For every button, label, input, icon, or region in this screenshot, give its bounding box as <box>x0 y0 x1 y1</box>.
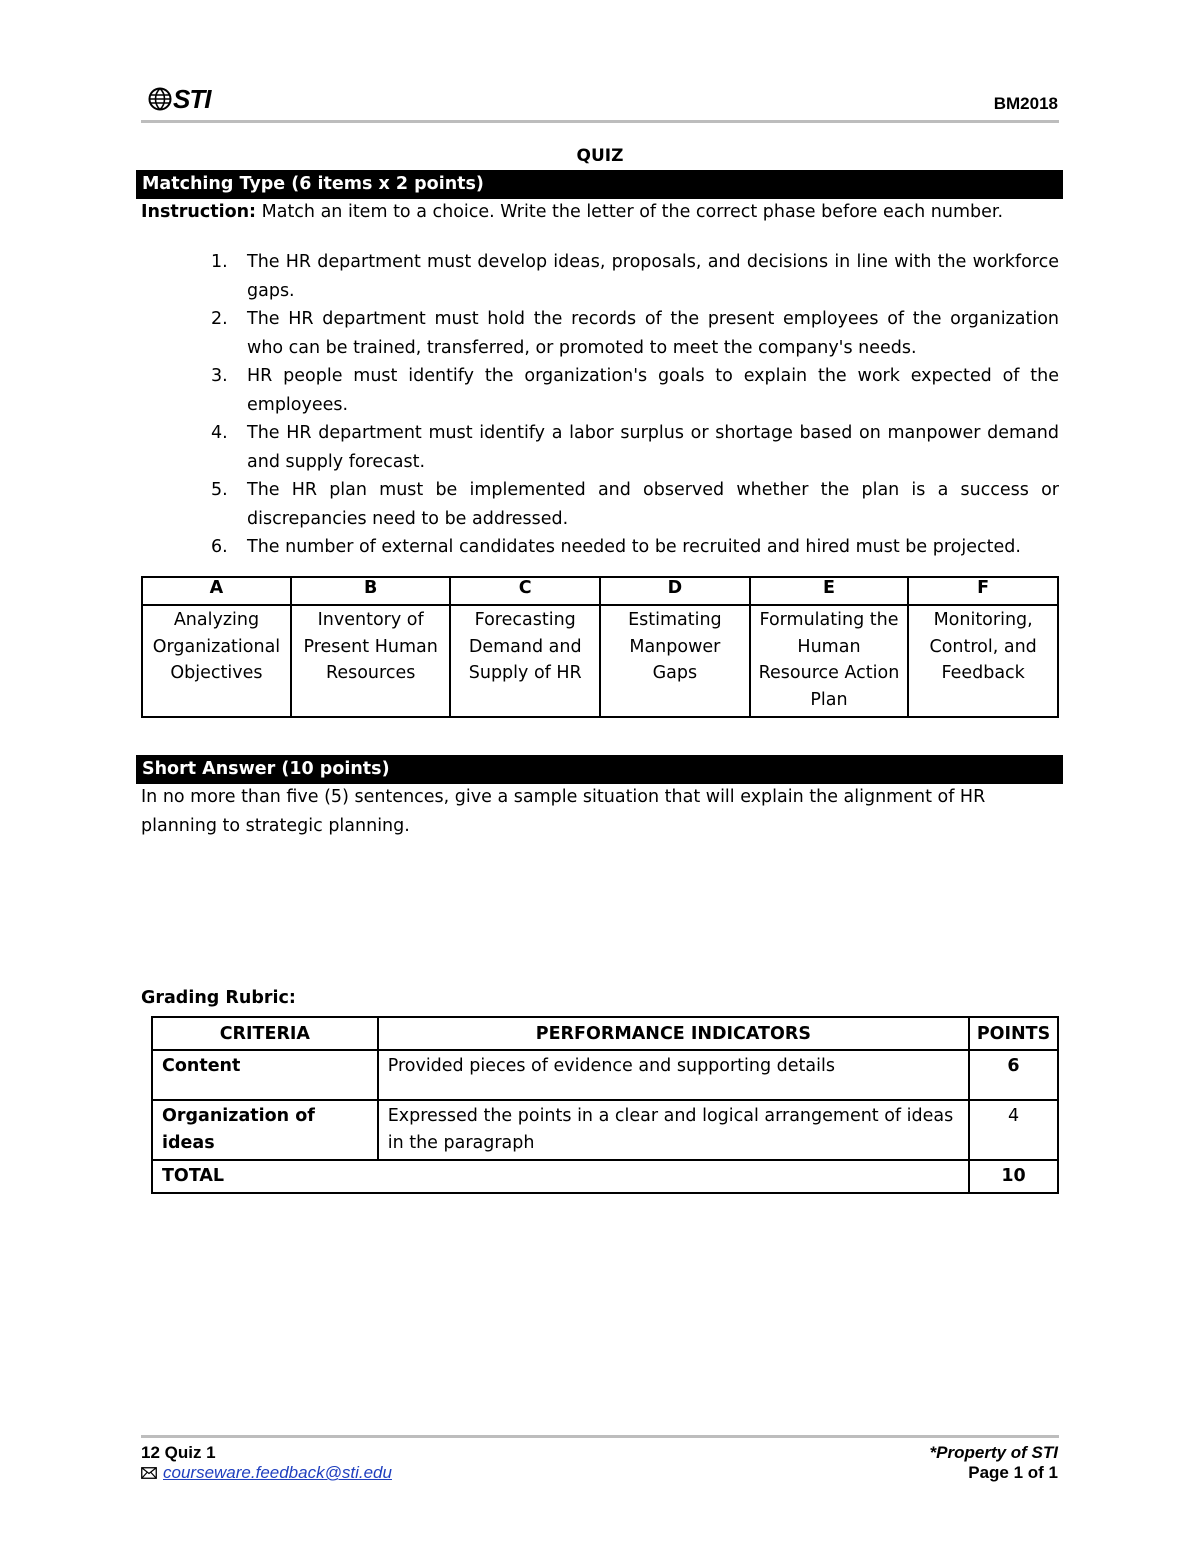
rubric-criteria: Content <box>152 1050 378 1100</box>
short-answer-section-heading: Short Answer (10 points) <box>136 755 1063 784</box>
choice-letter: A <box>142 577 291 605</box>
rubric-table <box>151 1016 1059 1194</box>
list-item <box>141 476 1059 533</box>
item-number: 2. <box>211 309 228 329</box>
quiz-title: QUIZ <box>576 146 624 166</box>
choice-letter: C <box>450 577 600 605</box>
choice-letter: D <box>600 577 750 605</box>
rubric-total-row <box>152 1160 1058 1193</box>
matching-items-list <box>141 248 1059 562</box>
item-text: HR people must identify the organization's goals to explain the work expected of the employees. <box>247 366 1059 415</box>
rubric-points: 4 <box>969 1100 1058 1160</box>
choice-letter: E <box>750 577 909 605</box>
choice-letter: B <box>291 577 451 605</box>
choices-table <box>141 576 1059 718</box>
rubric-header-row <box>152 1017 1058 1050</box>
list-item <box>141 362 1059 419</box>
choice-text: Forecasting Demand and Supply of HR <box>450 605 600 717</box>
list-item <box>141 533 1059 562</box>
footer-property: *Property of STI <box>929 1443 1058 1462</box>
choice-text: Inventory of Present Human Resources <box>291 605 451 717</box>
list-item <box>141 419 1059 476</box>
table-row <box>152 1100 1058 1160</box>
choice-text: Formulating the Human Resource Action Plan <box>750 605 909 717</box>
item-number: 3. <box>211 366 228 386</box>
item-number: 1. <box>211 252 228 272</box>
footer-page-number: Page 1 of 1 <box>968 1463 1058 1482</box>
item-text: The number of external candidates needed to be recruited and hired must be projected. <box>247 537 1021 557</box>
instruction-label: Instruction: <box>141 202 257 222</box>
item-text: The HR plan must be implemented and observed whether the plan is a success or discrepancies need to be addressed. <box>247 480 1059 529</box>
rubric-total-label: TOTAL <box>152 1160 969 1193</box>
rubric-total-points: 10 <box>969 1160 1058 1193</box>
rubric-header-points: POINTS <box>969 1017 1058 1050</box>
footer-divider <box>141 1435 1059 1438</box>
footer-doc-id: 12 Quiz 1 <box>141 1443 216 1462</box>
rubric-points: 6 <box>969 1050 1058 1100</box>
rubric-criteria: Organization of ideas <box>152 1100 378 1160</box>
rubric-indicator: Provided pieces of evidence and supporting details <box>378 1050 969 1100</box>
sti-logo <box>148 84 210 114</box>
feedback-email-link[interactable]: courseware.feedback@sti.edu <box>163 1463 392 1482</box>
logo-text: STI <box>173 84 211 114</box>
footer-right <box>930 1443 1058 1483</box>
table-row <box>152 1050 1058 1100</box>
header-divider <box>141 120 1059 123</box>
rubric-label: Grading Rubric: <box>141 988 296 1008</box>
item-number: 5. <box>211 480 228 500</box>
choice-text: Analyzing Organizational Objectives <box>142 605 291 717</box>
rubric-header-criteria: CRITERIA <box>152 1017 378 1050</box>
choice-text: Estimating Manpower Gaps <box>600 605 750 717</box>
instruction <box>141 202 1003 222</box>
list-item <box>141 305 1059 362</box>
footer-left <box>141 1443 392 1483</box>
item-text: The HR department must hold the records of the present employees of the organization who can be trained, transferred, or promoted to meet the company's needs. <box>247 309 1059 358</box>
choice-text: Monitoring, Control, and Feedback <box>908 605 1058 717</box>
list-item <box>141 248 1059 305</box>
rubric-indicator: Expressed the points in a clear and logical arrangement of ideas in the paragraph <box>378 1100 969 1160</box>
item-number: 6. <box>211 537 228 557</box>
instruction-text: Match an item to a choice. Write the letter of the correct phase before each number. <box>256 202 1004 222</box>
sti-globe-icon <box>148 87 172 111</box>
choice-letter: F <box>908 577 1058 605</box>
rubric-header-indicators: PERFORMANCE INDICATORS <box>378 1017 969 1050</box>
item-text: The HR department must develop ideas, proposals, and decisions in line with the workforce gaps. <box>247 252 1059 301</box>
item-number: 4. <box>211 423 228 443</box>
item-text: The HR department must identify a labor surplus or shortage based on manpower demand and supply forecast. <box>247 423 1059 472</box>
footer-email-line <box>141 1463 392 1483</box>
choices-body-row <box>142 605 1058 717</box>
choices-header-row <box>142 577 1058 605</box>
course-code: BM2018 <box>993 94 1058 113</box>
matching-section-heading: Matching Type (6 items x 2 points) <box>136 170 1063 199</box>
envelope-icon <box>141 1467 157 1479</box>
short-answer-prompt: In no more than five (5) sentences, give a sample situation that will explain the alignment of HR planning to strategic planning. <box>141 787 986 836</box>
